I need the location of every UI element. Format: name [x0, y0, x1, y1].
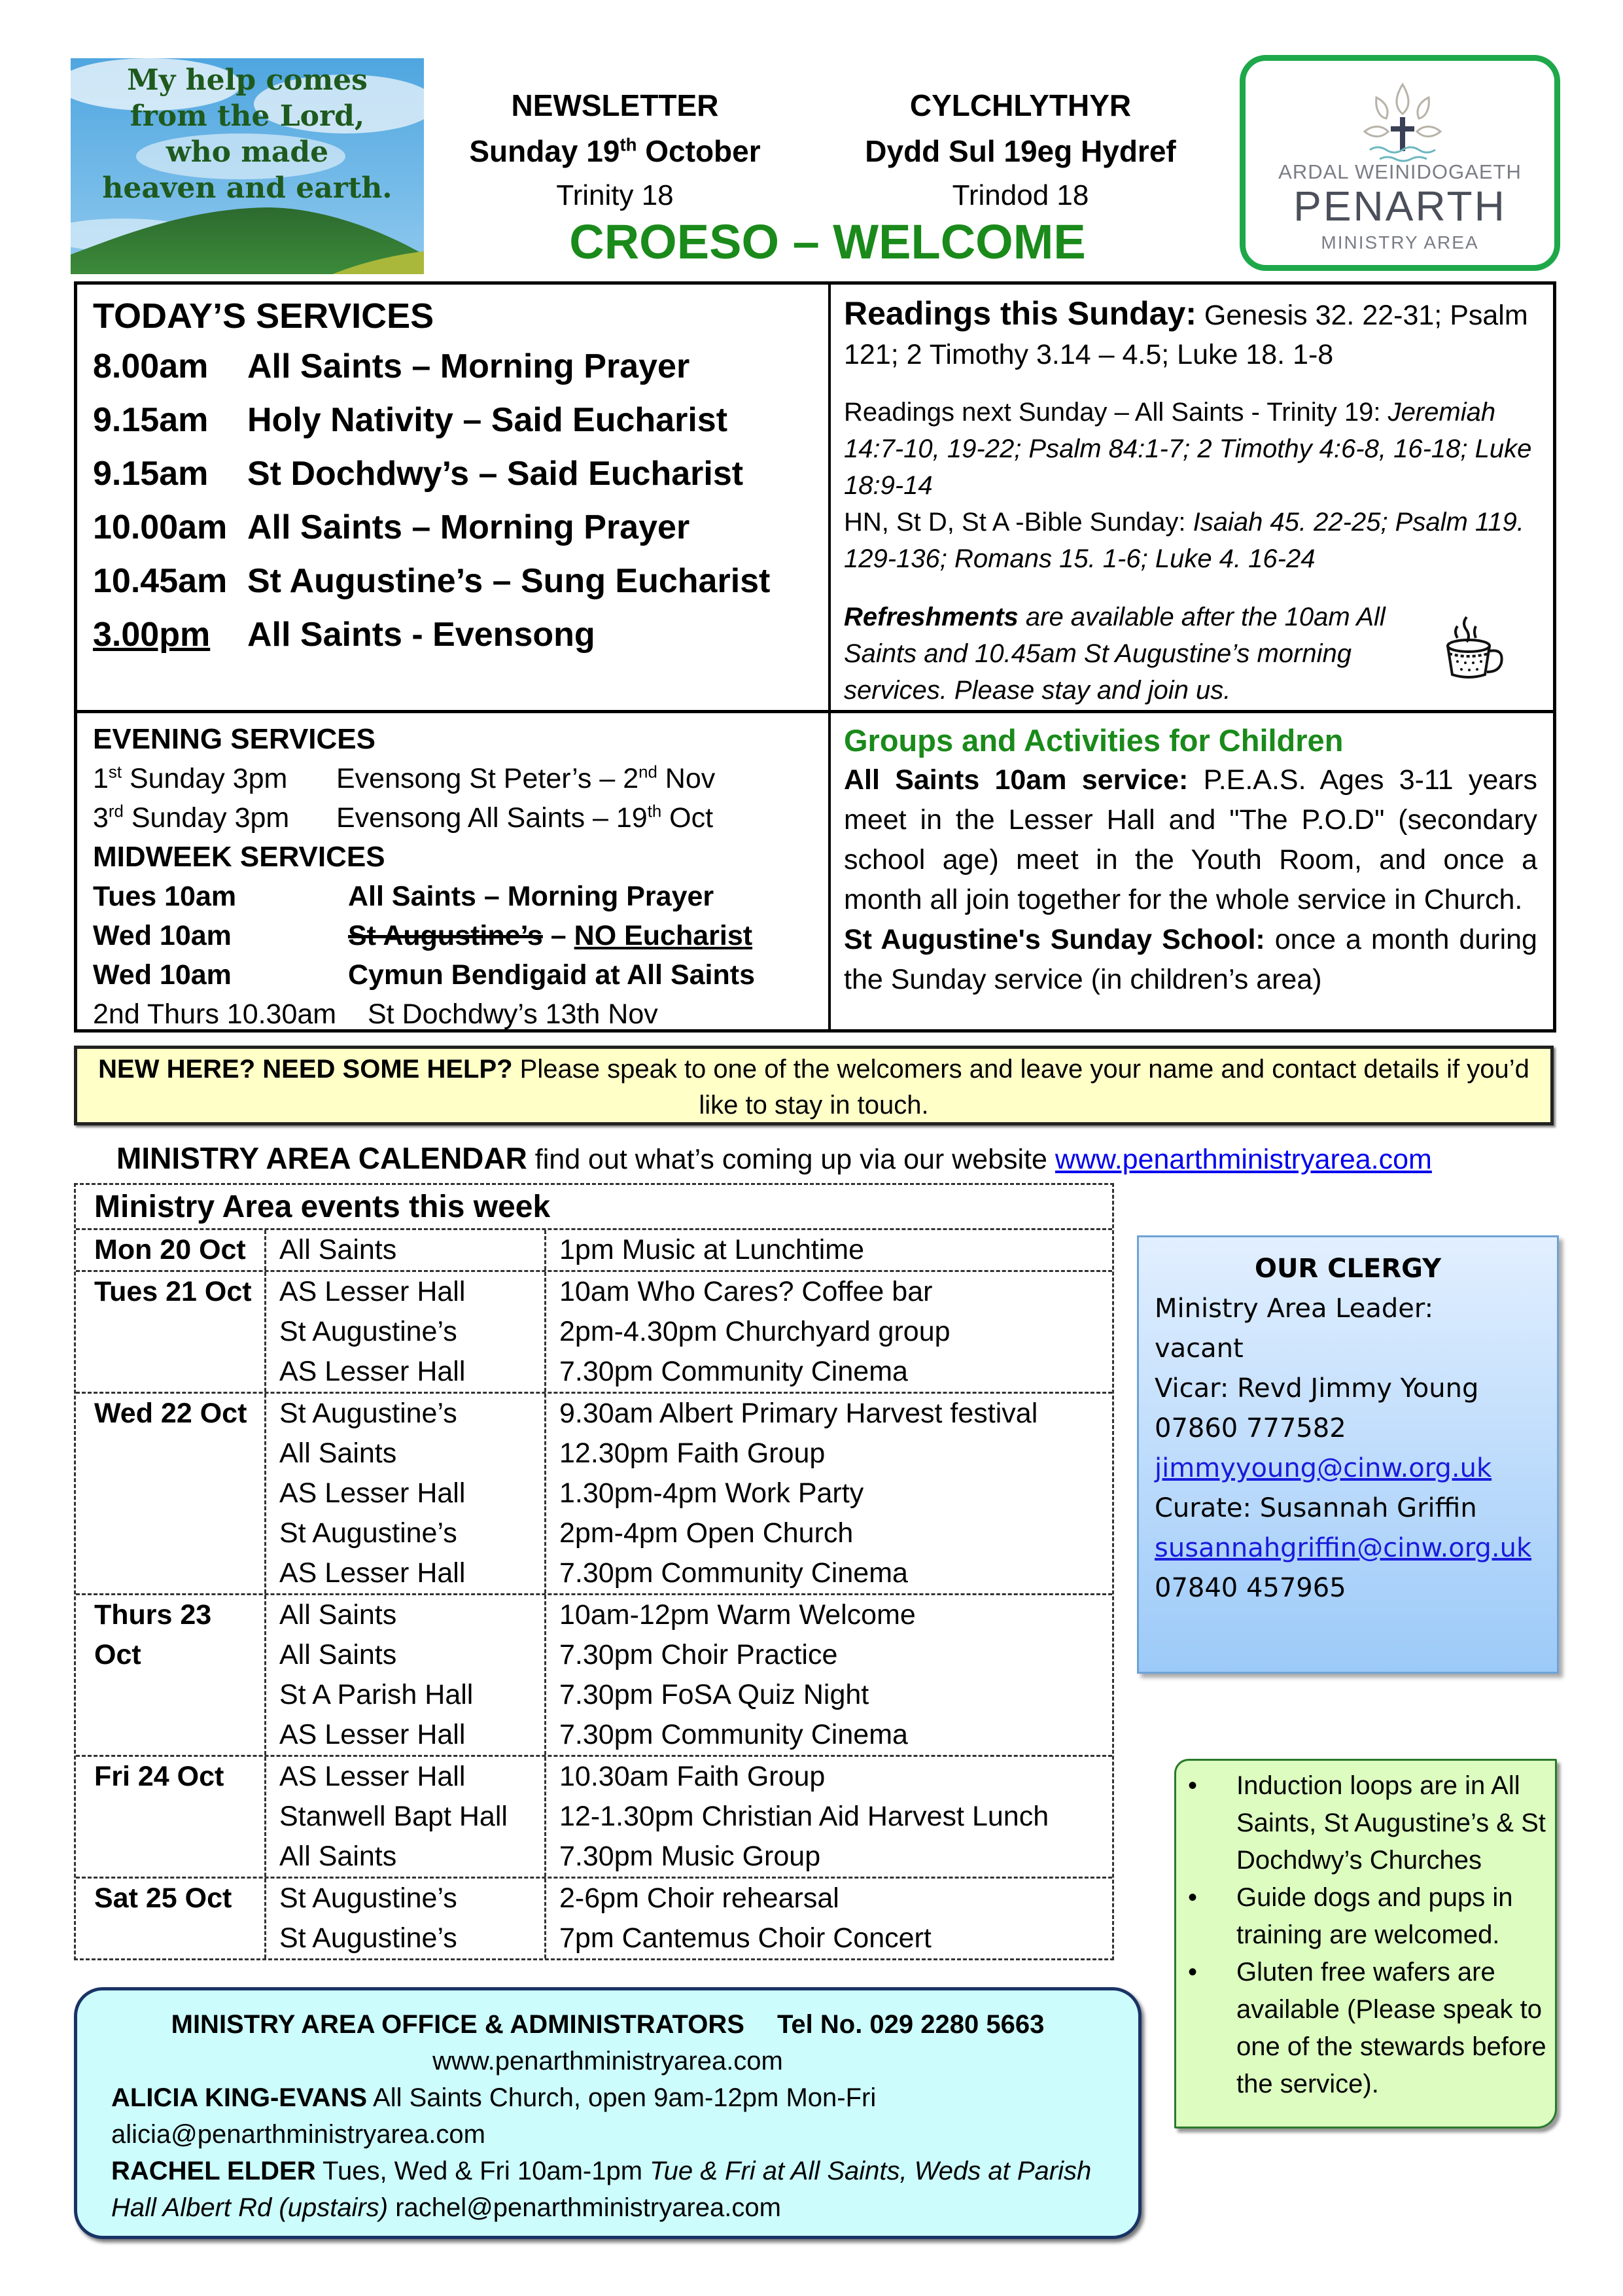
hero-quote — [71, 58, 424, 206]
event-description: 9.30am Albert Primary Harvest festival — [559, 1398, 1038, 1429]
event-description: 7pm Cantemus Choir Concert — [559, 1922, 932, 1954]
service-row: 8.00am All Saints – Morning Prayer — [93, 347, 690, 385]
clergy-box — [1137, 1235, 1559, 1674]
evening-midweek-services — [93, 720, 755, 1034]
hero-quote-line: from the Lord, — [130, 99, 365, 133]
column-divider — [828, 285, 831, 1029]
event-day: Sat 25 Oct — [76, 1879, 266, 1958]
todays-services-heading: TODAY’S SERVICES — [93, 296, 434, 336]
welsh-date: Dydd Sul 19eg Hydref — [865, 134, 1176, 168]
curate-email-link[interactable]: susannahgriffin@cinw.org.uk — [1155, 1533, 1532, 1563]
alicia-details: ALICIA KING-EVANS All Saints Church, open 9am-12pm Mon-Fri — [111, 2083, 877, 2112]
logo-welsh-line: ARDAL WEINIDOGAETH — [1278, 160, 1522, 183]
midweek-row: Tues 10am All Saints – Morning Prayer — [93, 881, 714, 912]
event-description: 10.30am Faith Group — [559, 1761, 826, 1792]
event-description: 10am Who Cares? Coffee bar — [559, 1276, 933, 1307]
events-table-title: Ministry Area events this week — [76, 1185, 1112, 1230]
curate-name: Curate: Susannah Griffin — [1155, 1493, 1477, 1523]
st-augustines-sunday-school: St Augustine's Sunday School: once a month during the Sunday service (in children’s area) — [844, 924, 1537, 995]
event-description: 2pm-4pm Open Church — [559, 1517, 854, 1549]
all-saints-children: All Saints 10am service: P.E.A.S. Ages 3-11 years meet in the Lesser Hall and "The P.O.D" (secondary school age) meet in the Youth Room, and once a month all join together for the whole service in Church. — [844, 764, 1537, 915]
event-places — [266, 1230, 546, 1270]
event-day: Tues 21 Oct — [76, 1272, 266, 1392]
hero-image — [71, 58, 424, 274]
hero-quote-line: My help comes — [127, 63, 368, 97]
event-place: St A Parish Hall — [279, 1679, 474, 1710]
midweek-row: 2nd Thurs 10.30am St Dochdwy’s 13th Nov — [93, 998, 658, 1030]
service-row: 3.00pm All Saints - Evensong — [93, 616, 595, 654]
event-place: AS Lesser Hall — [279, 1477, 466, 1509]
todays-services — [93, 292, 770, 662]
services-box — [74, 281, 1556, 1033]
vicar-email-link[interactable]: jimmyyoung@cinw.org.uk — [1155, 1453, 1492, 1483]
hero-quote-line: heaven and earth. — [102, 171, 393, 205]
event-place: All Saints — [279, 1841, 397, 1872]
hero-quote-line: who made — [166, 135, 329, 169]
children-heading: Groups and Activities for Children — [844, 723, 1344, 758]
service-row: 9.15am Holy Nativity – Said Eucharist — [93, 401, 728, 439]
event-place: AS Lesser Hall — [279, 1719, 466, 1750]
event-place: St Augustine’s — [279, 1517, 457, 1549]
service-row: 9.15am St Dochdwy’s – Said Eucharist — [93, 455, 744, 493]
refreshments-note: Refreshments are available after the 10am All Saints and 10.45am St Augustine’s morning services. Please stay and join us. — [844, 603, 1386, 705]
event-description: 7.30pm Music Group — [559, 1841, 821, 1872]
evening-service-row: 3rd Sunday 3pm Evensong All Saints – 19th Oct — [93, 802, 714, 834]
midweek-row-cancelled: Wed 10am St Augustine’s – NO Eucharist — [93, 920, 753, 951]
readings-bible-sunday: HN, St D, St A -Bible Sunday: Isaiah 45. 22-25; Psalm 119. 129-136; Romans 15. 1-6; Luke 4. 16-24 — [844, 508, 1524, 573]
event-description: 12.30pm Faith Group — [559, 1438, 826, 1469]
rachel-details: RACHEL ELDER Tues, Wed & Fri 10am-1pm Tue & Fri at All Saints, Weds at Parish Hall Albert Rd (upstairs) rachel@penarthministryarea.com — [111, 2157, 1092, 2222]
event-description: 2pm-4.30pm Churchyard group — [559, 1316, 951, 1347]
welsh-season: Trindod 18 — [952, 179, 1089, 211]
clergy-heading: OUR CLERGY — [1254, 1254, 1442, 1284]
readings-next-sunday: Readings next Sunday – All Saints - Trinity 19: Jeremiah 14:7-10, 19-22; Psalm 84:1-7; 2 Timothy 4:6-8, 16-18; Luke 18:9-14 — [844, 398, 1532, 500]
newsletter-season: Trinity 18 — [556, 179, 674, 211]
event-descriptions — [546, 1757, 1112, 1877]
event-description: 7.30pm FoSA Quiz Night — [559, 1679, 869, 1710]
service-row: 10.45am St Augustine’s – Sung Eucharist — [93, 562, 771, 600]
coffee-cup-icon — [1439, 612, 1511, 684]
note-item: • Gluten free wafers are available (Please speak to one of the stewards before the service). — [1176, 1954, 1555, 2103]
event-place: Stanwell Bapt Hall — [279, 1801, 508, 1832]
event-place: AS Lesser Hall — [279, 1557, 466, 1589]
event-day: Thurs 23 Oct — [76, 1595, 266, 1755]
event-description: 7.30pm Community Cinema — [559, 1719, 908, 1750]
event-place: St Augustine’s — [279, 1882, 457, 1914]
event-descriptions — [546, 1394, 1112, 1593]
welsh-title: CYLCHLYTHYR — [909, 88, 1132, 122]
curate-phone: 07840 457965 — [1155, 1573, 1346, 1603]
new-here-banner: NEW HERE? NEED SOME HELP? Please speak to one of the welcomers and leave your name and contact details if you’d like to stay in touch. — [74, 1046, 1554, 1125]
event-place: AS Lesser Hall — [279, 1356, 466, 1387]
events-table — [74, 1183, 1114, 1960]
event-places — [266, 1272, 546, 1392]
event-descriptions — [546, 1272, 1112, 1392]
bullet-icon: • — [1188, 1883, 1198, 1912]
readings — [844, 294, 1537, 577]
event-place: AS Lesser Hall — [279, 1276, 466, 1307]
vicar-name: Vicar: Revd Jimmy Young — [1155, 1373, 1479, 1404]
evening-services-heading: EVENING SERVICES — [93, 723, 375, 755]
event-place: All Saints — [279, 1438, 397, 1469]
event-descriptions — [546, 1879, 1112, 1958]
office-website: www.penarthministryarea.com — [432, 2047, 783, 2075]
event-descriptions — [546, 1595, 1112, 1755]
event-place: All Saints — [279, 1234, 397, 1265]
bullet-icon: • — [1188, 1958, 1198, 1987]
event-description: 12-1.30pm Christian Aid Harvest Lunch — [559, 1801, 1049, 1832]
event-day: Fri 24 Oct — [76, 1757, 266, 1877]
event-place: St Augustine’s — [279, 1316, 457, 1347]
event-day: Mon 20 Oct — [76, 1230, 266, 1270]
event-description: 1pm Music at Lunchtime — [559, 1234, 865, 1265]
service-row: 10.00am All Saints – Morning Prayer — [93, 508, 690, 546]
event-description: 1.30pm-4pm Work Party — [559, 1477, 864, 1509]
office-box — [74, 1987, 1142, 2239]
event-places — [266, 1879, 546, 1958]
bullet-icon: • — [1188, 1771, 1198, 1800]
midweek-services-heading: MIDWEEK SERVICES — [93, 841, 385, 873]
event-place: St Augustine’s — [279, 1398, 457, 1429]
table-row — [76, 1272, 1112, 1394]
table-row — [76, 1595, 1112, 1757]
event-place: All Saints — [279, 1639, 397, 1670]
row-divider — [77, 710, 1553, 713]
event-descriptions — [546, 1230, 1112, 1270]
logo-penarth: PENARTH — [1293, 183, 1507, 230]
newsletter-date: Sunday 19th October — [469, 134, 761, 168]
event-places — [266, 1757, 546, 1877]
event-place: St Augustine’s — [279, 1922, 457, 1954]
accessibility-notes — [1174, 1759, 1557, 2128]
midweek-row: Wed 10am Cymun Bendigaid at All Saints — [93, 959, 755, 991]
children-activities — [844, 720, 1537, 1000]
leader-value: vacant — [1155, 1333, 1244, 1364]
event-description: 7.30pm Choir Practice — [559, 1639, 838, 1670]
table-row — [76, 1230, 1112, 1272]
alicia-email: alicia@penarthministryarea.com — [111, 2120, 485, 2149]
website-link[interactable]: www.penarthministryarea.com — [1055, 1144, 1432, 1175]
calendar-heading: MINISTRY AREA CALENDAR find out what’s coming up via our website www.penarthministryarea.com — [116, 1141, 1432, 1175]
event-description: 7.30pm Community Cinema — [559, 1557, 908, 1589]
english-title-block — [445, 82, 785, 217]
evening-service-row: 1st Sunday 3pm Evensong St Peter’s – 2nd Nov — [93, 763, 716, 794]
event-day: Wed 22 Oct — [76, 1394, 266, 1593]
event-place: All Saints — [279, 1599, 397, 1631]
welcome-banner: CROESO – WELCOME — [569, 215, 1086, 269]
event-description: 10am-12pm Warm Welcome — [559, 1599, 916, 1631]
penarth-logo — [1240, 55, 1560, 271]
welsh-title-block — [844, 82, 1197, 217]
vicar-phone: 07860 777582 — [1155, 1413, 1346, 1443]
event-description: 7.30pm Community Cinema — [559, 1356, 908, 1387]
readings-this-sunday: Readings this Sunday: Genesis 32. 22-31; Psalm 121; 2 Timothy 3.14 – 4.5; Luke 18. 1-8 — [844, 295, 1528, 370]
table-row — [76, 1879, 1112, 1958]
note-item: • Induction loops are in All Saints, St Augustine’s & St Dochdwy’s Churches — [1176, 1767, 1555, 1879]
table-row — [76, 1394, 1112, 1595]
note-item: • Guide dogs and pups in training are welcomed. — [1176, 1879, 1555, 1954]
logo-ministry-area: MINISTRY AREA — [1321, 232, 1479, 253]
event-place: AS Lesser Hall — [279, 1761, 466, 1792]
office-heading: MINISTRY AREA OFFICE & ADMINISTRATORS Tel No. 029 2280 5663 — [171, 2010, 1045, 2039]
cross-leaves-icon — [1350, 78, 1455, 163]
leader-label: Ministry Area Leader: — [1155, 1294, 1434, 1324]
table-row — [76, 1757, 1112, 1879]
event-description: 2-6pm Choir rehearsal — [559, 1882, 839, 1914]
event-places — [266, 1595, 546, 1755]
event-places — [266, 1394, 546, 1593]
newsletter-title: NEWSLETTER — [511, 88, 719, 122]
